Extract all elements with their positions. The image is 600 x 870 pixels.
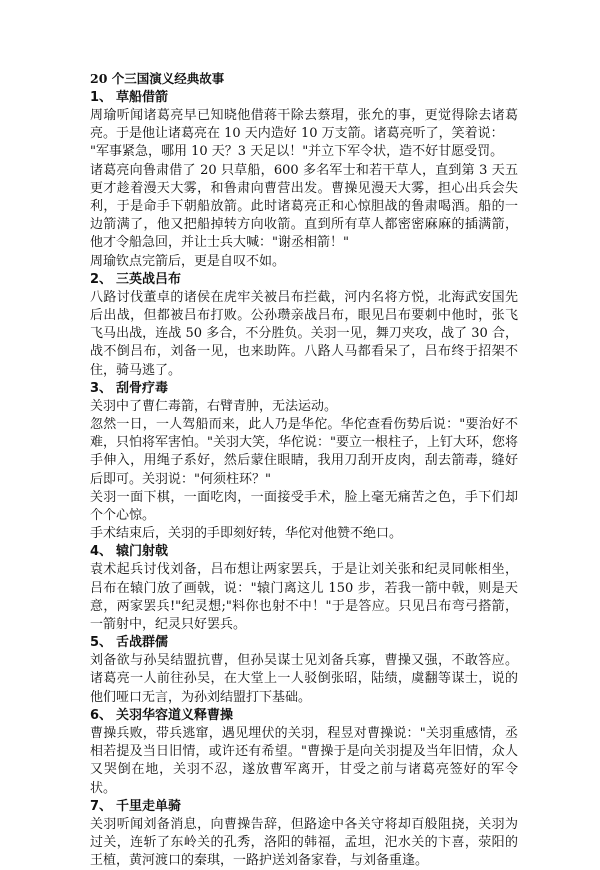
section-number: 1、 bbox=[90, 90, 113, 105]
section-title: 辕门射戟 bbox=[116, 544, 169, 560]
section-paragraph: "军事紧急，哪用 10 天？3 天足以！"并立下军令状，造不好甘愿受罚。 bbox=[90, 144, 504, 160]
story-section bbox=[90, 707, 518, 798]
section-paragraph: 诸葛亮向鲁肃借了 20 只草船，600 多名军士和若干草人，直到第 3 天五更才趁着漫天大雾，和鲁肃向曹营出发。曹操见漫天大雾，担心出兵会失利，于是命手下朝船放箭。此时诸葛亮正和心惊胆战的鲁肃喝酒。船的一边箭满了，他又把船掉转方向收箭。直到所有草人都密密麻麻的插满箭，他才令船急回，并让士兵大喊："谢丞相箭！" bbox=[90, 162, 518, 251]
section-heading bbox=[90, 380, 518, 398]
section-paragraph: 周瑜钦点完箭后，更是自叹不如。 bbox=[90, 253, 286, 269]
section-title: 关羽华容道义释曹操 bbox=[116, 707, 234, 723]
section-heading bbox=[90, 707, 518, 725]
story-section bbox=[90, 798, 518, 870]
section-number: 7、 bbox=[90, 798, 113, 814]
section-paragraph: 关羽听闻刘备消息，向曹操告辞，但路途中各关守将却百般阻挠，关羽为过关，连斩了东岭关的孔秀，洛阳的韩福，孟坦，汜水关的卞喜，荥阳的王植，黄河渡口的秦琪，一路护送刘备家眷，与刘备重逢。 bbox=[90, 816, 518, 869]
section-paragraph: 刘备欲与孙吴结盟抗曹，但孙吴谋士见刘备兵寡，曹操又强，不敢答应。诸葛亮一人前往孙吴，在大堂上一人驳倒张昭，陆绩，虞翻等谋士，说的他们哑口无言，为孙刘结盟打下基础。 bbox=[90, 653, 518, 705]
section-number: 4、 bbox=[90, 544, 113, 560]
section-title: 刮骨疗毒 bbox=[116, 380, 169, 396]
section-paragraph: 周瑜听闻诸葛亮早已知晓他借蒋干除去蔡瑁，张允的事，更觉得除去诸葛亮。于是他让诸葛亮在 10 天内造好 10 万支箭。诸葛亮听了，笑着说： bbox=[90, 108, 518, 142]
section-title: 草船借箭 bbox=[116, 90, 169, 105]
section-title: 三英战吕布 bbox=[116, 271, 182, 287]
document-title: 20 个三国演义经典故事 bbox=[90, 71, 225, 86]
section-heading bbox=[90, 798, 518, 816]
section-paragraph: 八路讨伐董卓的诸侯在虎牢关被吕布拦截，河内名将方悦，北海武安国先后出战，但都被吕布打败。公孙瓒亲战吕布，眼见吕布要刺中他时，张飞飞马出战，连战 50 多合，不分胜负。关羽一见，舞刀夹攻，战了 30 合，战不倒吕布，刘备一见，也来助阵。八路人马都看呆了，吕布终于招架不住，骑马逃了。 bbox=[90, 289, 518, 378]
section-number: 3、 bbox=[90, 380, 113, 396]
section-heading bbox=[90, 271, 518, 289]
section-paragraph: 曹操兵败，带兵逃窜，遇见埋伏的关羽，程昱对曹操说："关羽重感情，丞相若提及当日旧情，或许还有希望。"曹操于是向关羽提及当年旧情，众人又哭倒在地，关羽不忍，遂放曹军离开，甘受之前与诸葛亮签好的军令状。 bbox=[90, 725, 518, 796]
section-paragraph: 关羽一面下棋，一面吃肉，一面接受手术，脸上毫无痛苦之色，手下们却个个心惊。 bbox=[90, 489, 518, 524]
section-paragraph: 忽然一日，一人驾船而来，此人乃是华佗。华佗查看伤势后说："要治好不难，只怕将军害怕。"关羽大笑，华佗说："要立一根柱子，上钉大环，您将手伸入，用绳子系好，然后蒙住眼睛，我用刀刮开皮肉，刮去箭毒，缝好后即可。关羽说："何须柱环？" bbox=[90, 417, 518, 487]
section-paragraph: 袁术起兵讨伐刘备，吕布想让两家罢兵，于是让刘关张和纪灵同帐相坐，吕布在辕门放了画戟，说："辕门离这儿 150 步，若我一箭中戟，则是天意，两家罢兵!"纪灵想;"料你也射不中！"于是答应。只见吕布弯弓搭箭，一箭射中，纪灵只好罢兵。 bbox=[90, 562, 518, 633]
section-title: 舌战群儒 bbox=[116, 635, 169, 651]
section-number: 6、 bbox=[90, 707, 113, 723]
section-paragraph: 关羽中了曹仁毒箭，右臂青肿，无法运动。 bbox=[90, 398, 338, 414]
section-heading bbox=[90, 89, 518, 107]
story-section bbox=[90, 543, 518, 634]
story-section bbox=[90, 634, 518, 707]
story-section bbox=[90, 89, 518, 271]
section-number: 5、 bbox=[90, 635, 113, 651]
story-section bbox=[90, 271, 518, 380]
section-heading bbox=[90, 543, 518, 561]
document-body bbox=[90, 89, 518, 870]
section-paragraph: 手术结束后，关羽的手即刻好转，华佗对他赞不绝口。 bbox=[90, 526, 403, 542]
section-number: 2、 bbox=[90, 271, 113, 287]
story-section bbox=[90, 380, 518, 544]
section-heading bbox=[90, 634, 518, 652]
section-title: 千里走单骑 bbox=[116, 798, 182, 814]
